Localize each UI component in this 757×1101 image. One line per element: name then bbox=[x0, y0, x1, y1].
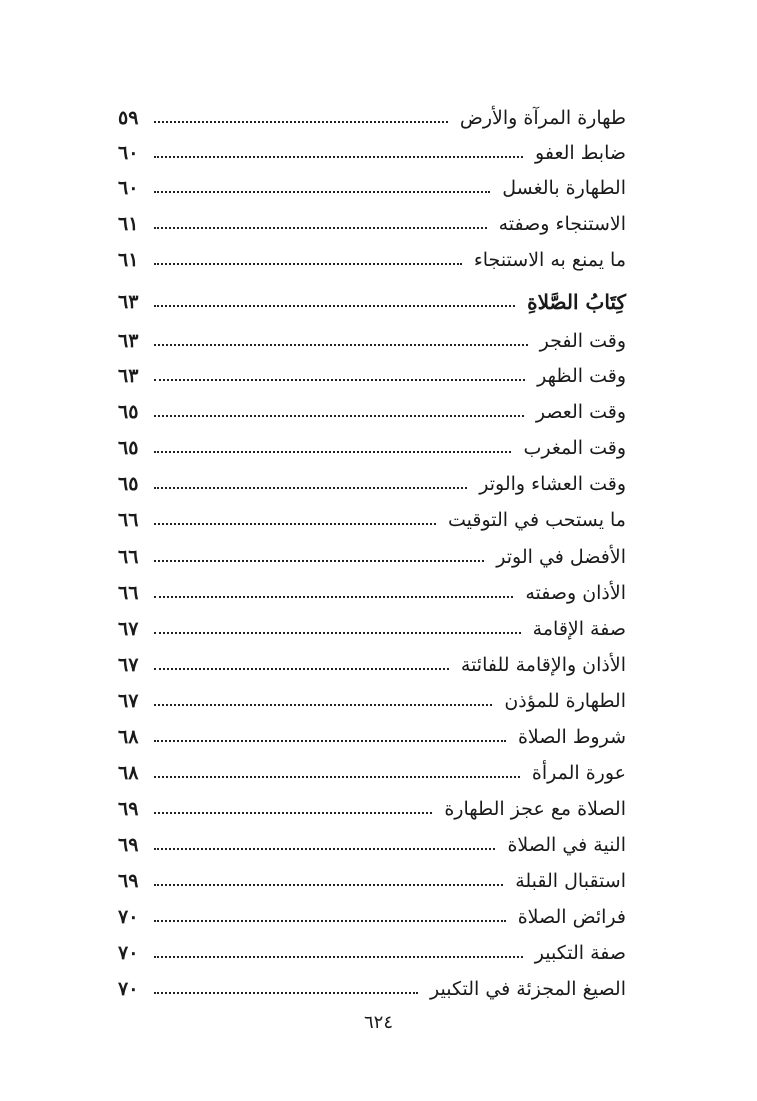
toc-entry-page: ٦٩ bbox=[118, 870, 139, 892]
dot-leader bbox=[154, 487, 467, 489]
dot-leader bbox=[154, 451, 511, 453]
toc-entry bbox=[118, 243, 626, 277]
dot-leader bbox=[154, 848, 495, 850]
toc-entry-page: ٦٣ bbox=[118, 365, 139, 387]
toc-entry bbox=[118, 972, 626, 1006]
toc-entry bbox=[118, 101, 626, 135]
toc-entry-page: ٦٦ bbox=[118, 582, 139, 604]
toc-entry-page: ٥٩ bbox=[118, 107, 139, 129]
toc-entry bbox=[118, 431, 626, 465]
toc-entry-title: شروط الصلاة bbox=[517, 726, 626, 748]
toc-entry bbox=[118, 467, 626, 501]
dot-leader bbox=[154, 156, 523, 158]
toc-entry-title: الطهارة بالغسل bbox=[502, 177, 626, 199]
toc-entry-title: صفة الإقامة bbox=[532, 618, 626, 640]
toc-entry bbox=[118, 576, 626, 610]
toc-entry-title: فرائض الصلاة bbox=[517, 906, 626, 928]
toc-entry-title: وقت الظهر bbox=[537, 365, 626, 387]
toc-entry-title: الأفضل في الوتر bbox=[496, 546, 626, 568]
toc-entry-page: ٦٨ bbox=[118, 762, 139, 784]
dot-leader bbox=[154, 632, 521, 634]
toc-entry bbox=[118, 503, 626, 537]
dot-leader bbox=[154, 920, 506, 922]
dot-leader bbox=[154, 227, 487, 229]
toc-entry bbox=[118, 136, 626, 170]
toc-entry bbox=[118, 792, 626, 826]
toc-entry-page: ٦١ bbox=[118, 249, 139, 271]
dot-leader bbox=[154, 344, 528, 346]
toc-entry-page: ٦٦ bbox=[118, 509, 139, 531]
toc-entry-page: ٦٣ bbox=[118, 291, 139, 313]
toc-entry bbox=[118, 540, 626, 574]
dot-leader bbox=[154, 668, 449, 670]
toc-entry bbox=[118, 648, 626, 682]
dot-leader bbox=[154, 992, 418, 994]
toc-entry-title: النية في الصلاة bbox=[507, 834, 626, 856]
toc-entry bbox=[118, 936, 626, 970]
toc-entry-title: وقت العشاء والوتر bbox=[479, 473, 626, 495]
dot-leader bbox=[154, 704, 492, 706]
toc-entry-title: الاستنجاء وصفته bbox=[498, 213, 626, 235]
toc-entry-title: الصلاة مع عجز الطهارة bbox=[444, 798, 626, 820]
toc-entry-page: ٦١ bbox=[118, 213, 139, 235]
toc-entry-page: ٦٨ bbox=[118, 726, 139, 748]
toc-entry bbox=[118, 900, 626, 934]
toc-entry bbox=[118, 395, 626, 429]
dot-leader bbox=[154, 560, 484, 562]
toc-entry bbox=[118, 828, 626, 862]
toc-entry-title: الصيغ المجزئة في التكبير bbox=[430, 978, 626, 1000]
toc-entry-page: ٧٠ bbox=[118, 978, 139, 1000]
dot-leader bbox=[154, 191, 490, 193]
toc-entry bbox=[118, 720, 626, 754]
toc-entry-page: ٧٠ bbox=[118, 942, 139, 964]
page-number-footer: ٦٢٤ bbox=[363, 1012, 393, 1033]
toc-entry-title: عورة المرأة bbox=[531, 762, 626, 784]
toc-entry bbox=[118, 756, 626, 790]
toc-entry bbox=[118, 324, 626, 358]
toc-entry-title: ما يستحب في التوقيت bbox=[448, 509, 626, 531]
dot-leader bbox=[154, 121, 448, 123]
dot-leader bbox=[154, 523, 436, 525]
dot-leader bbox=[154, 740, 506, 742]
toc-entry-page: ٦٠ bbox=[118, 177, 139, 199]
toc-entry-page: ٦٩ bbox=[118, 834, 139, 856]
dot-leader bbox=[154, 884, 503, 886]
toc-entry-title: وقت الفجر bbox=[539, 330, 626, 352]
toc-entry-title: طهارة المرآة والأرض bbox=[459, 107, 626, 129]
toc-entry-title: استقبال القبلة bbox=[515, 870, 626, 892]
toc-entry bbox=[118, 864, 626, 898]
toc-entry-page: ٦٥ bbox=[118, 401, 139, 423]
toc-entry-title: الأذان وصفته bbox=[525, 582, 626, 604]
toc-entry bbox=[118, 359, 626, 393]
toc-entry-title: صفة التكبير bbox=[534, 942, 626, 964]
toc-entry-title: الأذان والإقامة للفائتة bbox=[460, 654, 626, 676]
toc-entry bbox=[118, 612, 626, 646]
dot-leader bbox=[154, 596, 513, 598]
toc-entry bbox=[118, 684, 626, 718]
toc-entry-page: ٦٩ bbox=[118, 798, 139, 820]
dot-leader bbox=[154, 415, 524, 417]
toc-entry-page: ٦٦ bbox=[118, 546, 139, 568]
toc-entry-title: وقت المغرب bbox=[523, 437, 626, 459]
dot-leader bbox=[154, 305, 515, 307]
toc-chapter-title: كِتَابُ الصَّلاةِ bbox=[527, 290, 626, 314]
dot-leader bbox=[154, 263, 462, 265]
dot-leader bbox=[154, 379, 525, 381]
toc-entry-title: الطهارة للمؤذن bbox=[504, 690, 626, 712]
toc-entry bbox=[118, 285, 626, 319]
toc-entry bbox=[118, 207, 626, 241]
toc-entry-page: ٦٧ bbox=[118, 690, 139, 712]
toc-entry bbox=[118, 171, 626, 205]
dot-leader bbox=[154, 776, 520, 778]
toc-entry-page: ٦٥ bbox=[118, 473, 139, 495]
toc-entry-title: ما يمنع به الاستنجاء bbox=[473, 249, 626, 271]
toc-entry-page: ٦٠ bbox=[118, 142, 139, 164]
toc-entry-page: ٦٧ bbox=[118, 654, 139, 676]
toc-entry-page: ٦٣ bbox=[118, 330, 139, 352]
toc-entry-page: ٧٠ bbox=[118, 906, 139, 928]
dot-leader bbox=[154, 956, 523, 958]
toc-entry-title: ضابط العفو bbox=[535, 142, 626, 164]
toc-entry-page: ٦٧ bbox=[118, 618, 139, 640]
dot-leader bbox=[154, 812, 432, 814]
toc-entry-page: ٦٥ bbox=[118, 437, 139, 459]
toc-entry-title: وقت العصر bbox=[535, 401, 626, 423]
